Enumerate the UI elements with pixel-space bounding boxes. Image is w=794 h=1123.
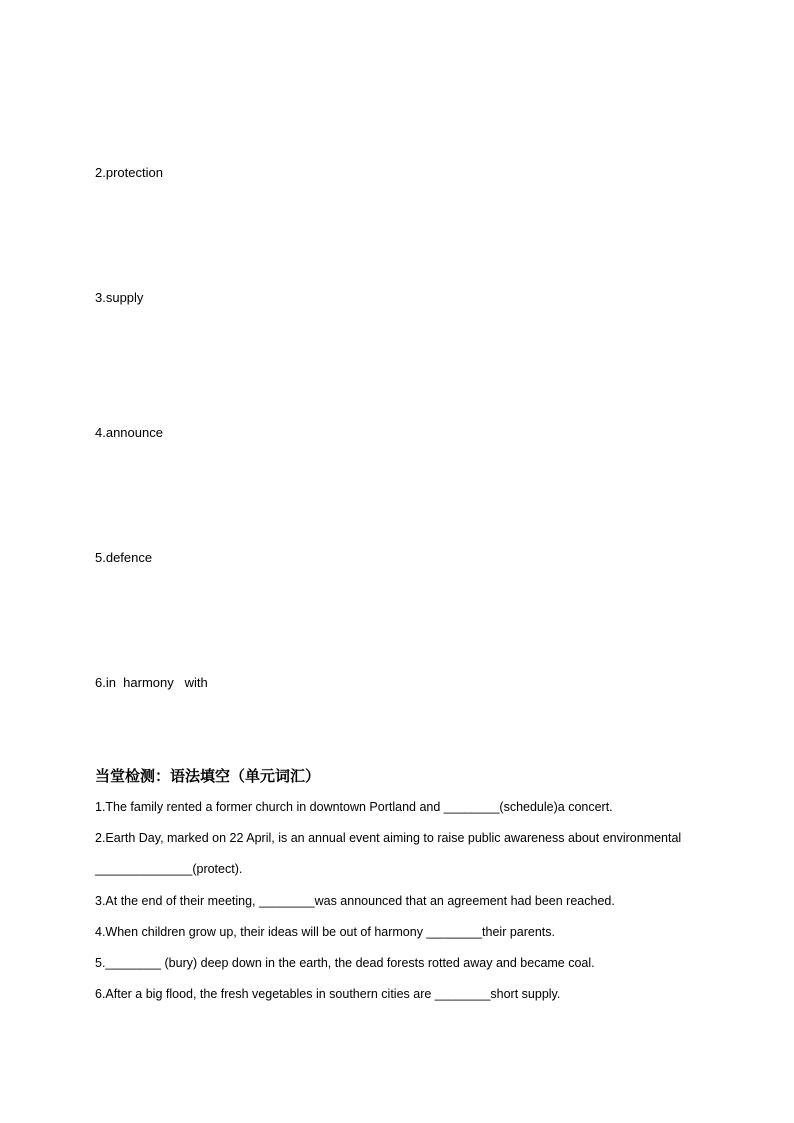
vocab-item-supply: 3.supply xyxy=(95,290,144,305)
question-5: 5.________ (bury) deep down in the earth, the dead forests rotted away and became coal. xyxy=(95,956,595,970)
question-1: 1.The family rented a former church in downtown Portland and ________(schedule)a concert. xyxy=(95,800,613,814)
vocab-item-defence: 5.defence xyxy=(95,550,153,565)
vocab-item-protection: 2.protection xyxy=(95,165,163,180)
section-title: 当堂检测：语法填空（单元词汇） xyxy=(95,767,321,785)
question-2-line-2: ______________(protect). xyxy=(95,862,243,876)
vocab-item-in-harmony-with: 6.in harmony with xyxy=(95,675,208,690)
question-4: 4.When children grow up, their ideas will be out of harmony ________their parents. xyxy=(95,925,555,939)
question-3: 3.At the end of their meeting, ________was announced that an agreement had been reached. xyxy=(95,894,615,908)
question-6: 6.After a big flood, the fresh vegetables in southern cities are ________short supply. xyxy=(95,987,561,1001)
question-2-line-1: 2.Earth Day, marked on 22 April, is an annual event aiming to raise public awareness about environmental xyxy=(95,831,682,845)
vocab-item-announce: 4.announce xyxy=(95,425,163,440)
